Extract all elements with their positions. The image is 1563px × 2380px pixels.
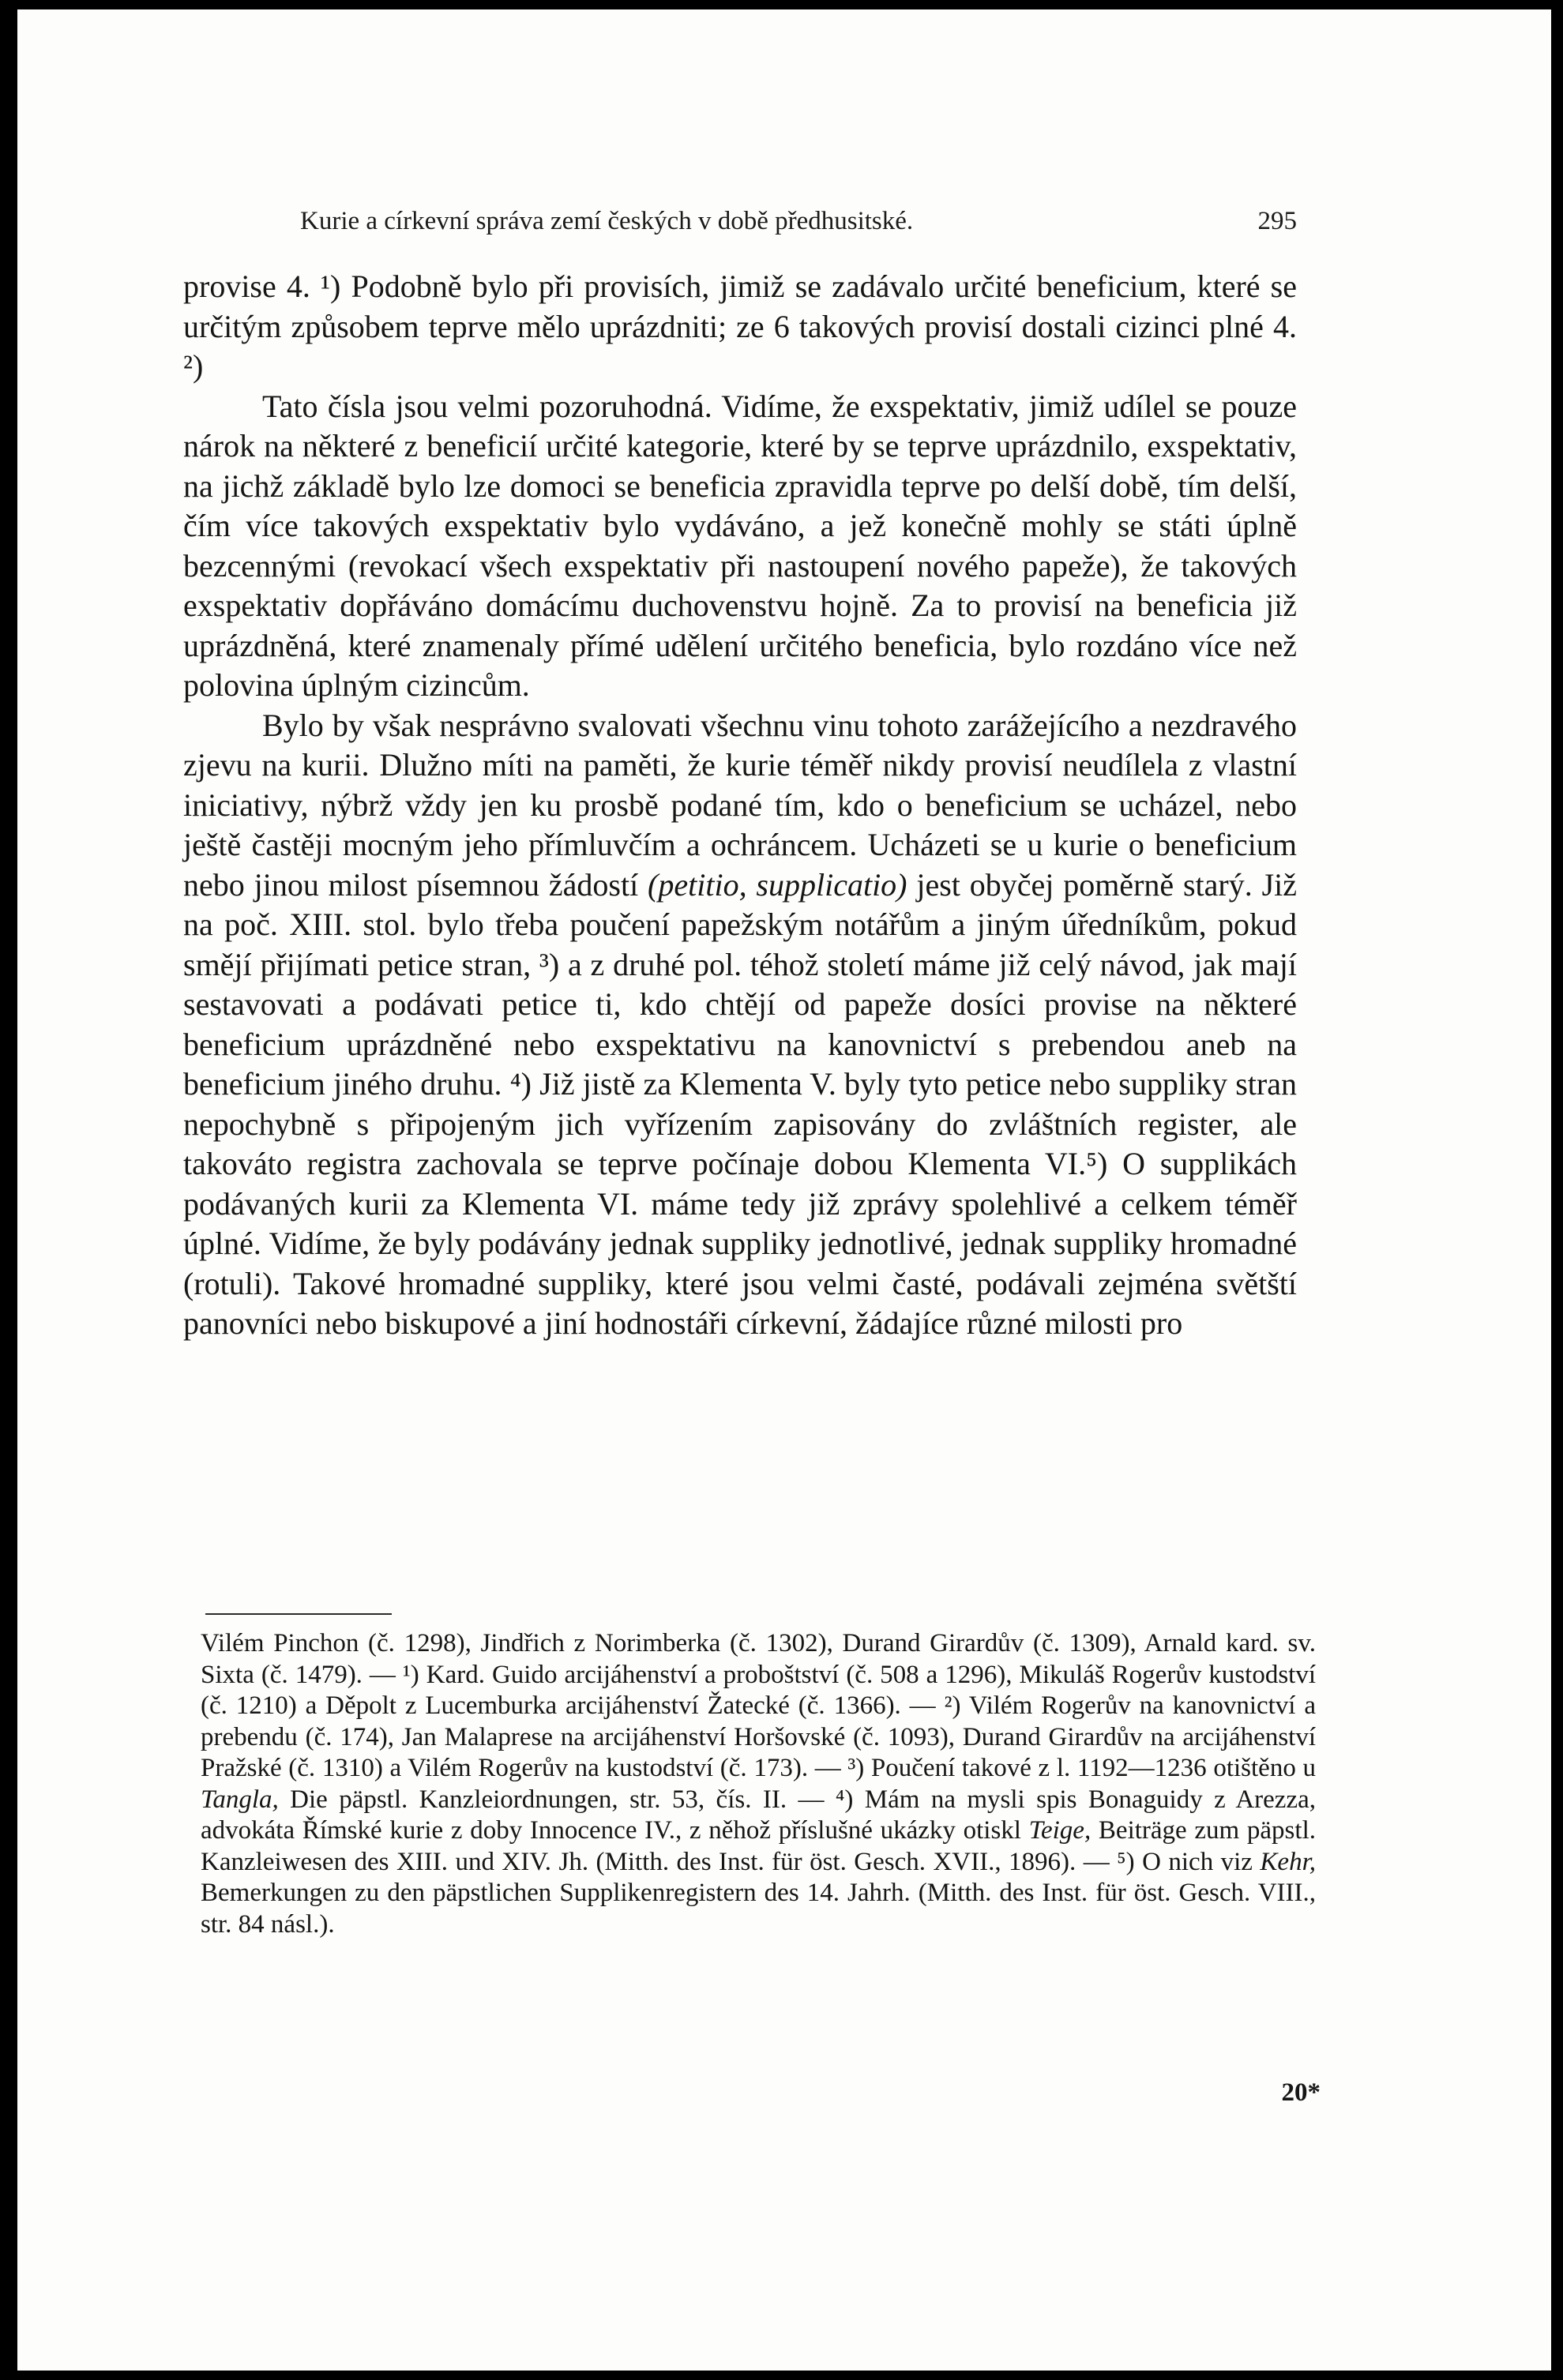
- footnote-part-d: Bemerkungen zu den päpstlichen Supplikenregistern des 14. Jahrh. (Mitth. des Inst. für öst. Gesch. VIII., str. 84 násl.).: [201, 1879, 1316, 1939]
- body-text: [183, 267, 1297, 1344]
- footnote-rule: [205, 1613, 392, 1615]
- document-page: [17, 9, 1551, 2371]
- footnote-part-b: Die päpstl. Kanzleiordnungen, str. 53, čís. II. — ⁴) Mám na mysli spis Bonaguidy z Arezza, advokáta Římské kurie z doby Innocence IV., z něhož příslušné ukázky otiskl: [201, 1785, 1316, 1845]
- latin-term: (petitio, supplicatio): [648, 866, 907, 903]
- paragraph-1: provise 4. ¹) Podobně bylo při provisích, jimiž se zadávalo určité beneficium, které se určitým způsobem teprve mělo uprázdniti; ze 6 takových provisí dostali cizinci plné 4. ²): [183, 268, 1297, 384]
- running-head: Kurie a církevní správa zemí českých v době předhusitské.: [300, 207, 914, 235]
- footnote-part-a: Vilém Pinchon (č. 1298), Jindřich z Norimberka (č. 1302), Durand Girardův (č. 1309), Arnald kard. sv. Sixta (č. 1479). — ¹) Kard. Guido arcijáhenství a proboštství (č. 508 a 1296), Mikuláš Rogerův kustodství (č. 1210) a Děpolt z Lucemburka arcijáhenství Žatecké (č. 1366). — ²) Vilém Rogerův na kanovnictví a prebendu (č. 174), Jan Malaprese na arcijáhenství Horšovské (č. 1093), Durand Girardův na arcijáhenství Pražské (č. 1310) a Vilém Rogerův na kustodství (č. 173). — ³) Poučení takové z l. 1192—1236 otištěno u: [201, 1629, 1316, 1782]
- footnote-part-c: Beiträge zum päpstl. Kanzleiwesen des XIII. und XIV. Jh. (Mitth. des Inst. für öst. Gesch. XVII., 1896). — ⁵) O nich viz: [201, 1816, 1316, 1876]
- paragraph-3: [183, 706, 1297, 1344]
- paragraph-3-part-a: Bylo by však nesprávno svalovati všechnu vinu tohoto zarážejícího a nezdravého zjevu na kurii. Dlužno míti na paměti, že kurie téměř nikdy provisí neudílela z vlastní iniciativy, nýbrž vždy jen ku prosbě podané tím, kdo o beneficium se ucházel, nebo ještě častěji mocným jeho přímluvčím a ochráncem. Ucházeti se u kurie o beneficium nebo jinou milost písemnou žádostí: [183, 707, 1297, 903]
- page-number: 295: [1257, 207, 1297, 235]
- author-kehr: Kehr,: [1260, 1847, 1316, 1876]
- signature-mark: 20*: [1281, 2078, 1321, 2107]
- author-tangla: Tangla,: [201, 1785, 279, 1814]
- author-teige: Teige,: [1028, 1816, 1091, 1845]
- paragraph-3-part-b: jest obyčej poměrně starý. Již na poč. XIII. stol. bylo třeba poučení papežským notářům a jiným úředníkům, pokud smějí přijímati petice stran, ³) a z druhé pol. téhož století máme již celý návod, jak mají sestavovati a podávati petice ti, kdo chtějí od papeže dosíci provise na některé beneficium uprázdněné nebo exspektativu na kanovnictví s prebendou aneb na beneficium jiného druhu. ⁴) Již jistě za Klementa V. byly tyto petice nebo suppliky stran nepochybně s připojeným jich vyřízením zapisovány do zvláštních register, ale takováto registra zachovala se teprve počínaje dobou Klementa VI.⁵) O supplikách podávaných kurii za Klementa VI. máme tedy již zprávy spolehlivé a celkem téměř úplné. Vidíme, že byly podávány jednak suppliky jednotlivé, jednak suppliky hromadné (rotuli). Takové hromadné suppliky, které jsou velmi časté, podávali zejména světští panovníci nebo biskupové a jiní hodnostáři církevní, žádajíce různé milosti pro: [183, 866, 1298, 1341]
- paragraph-2: Tato čísla jsou velmi pozoruhodná. Vidíme, že exspektativ, jimiž udílel se pouze nárok na některé z beneficií určité kategorie, které by se teprve uprázdnilo, exspektativ, na jichž základě bylo lze domoci se beneficia zpravidla teprve po delší době, tím delší, čím více takových exspektativ bylo vydáváno, a jež konečně mohly se státi úplně bezcennými (revokací všech exspektativ při nastoupení nového papeže), že takových exspektativ dopřáváno domácímu duchovenstvu hojně. Za to provisí na beneficia již uprázdněná, které znamenaly přímé udělení určitého beneficia, bylo rozdáno více než polovina úplným cizincům.: [183, 388, 1297, 703]
- footnotes: [201, 1628, 1316, 1940]
